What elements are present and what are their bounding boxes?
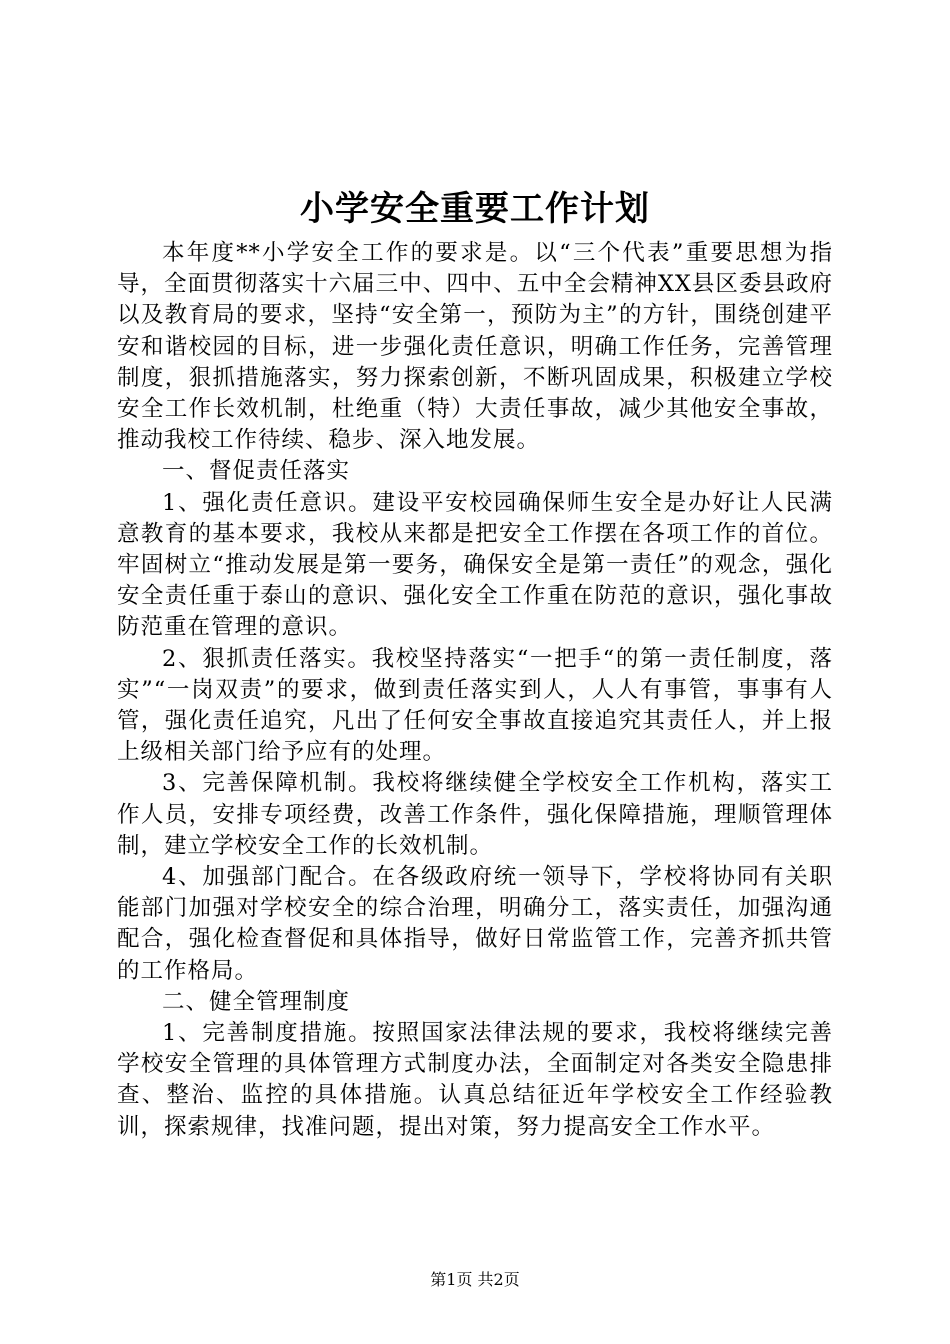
body-paragraph: 4、加强部门配合。在各级政府统一领导下，学校将协同有关职能部门加强对学校安全的综合治理，明确分工，落实责任，加强沟通配合，强化检查督促和具体指导，做好日常监管工作，完善齐抓共管的工作格局。 (117, 864, 833, 984)
page-number: 第1页 共2页 (430, 1270, 520, 1289)
document-title: 小学安全重要工作计划 (300, 189, 650, 229)
body-paragraph: 1、完善制度措施。按照国家法律法规的要求，我校将继续完善学校安全管理的具体管理方式制度办法，全面制定对各类安全隐患排查、整治、监控的具体措施。认真总结征近年学校安全工作经验教训，探索规律，找准问题，提出对策，努力提高安全工作水平。 (117, 1020, 833, 1140)
body-paragraph: 3、完善保障机制。我校将继续健全学校安全工作机构，落实工作人员，安排专项经费，改善工作条件，强化保障措施，理顺管理体制，建立学校安全工作的长效机制。 (117, 770, 833, 859)
intro-paragraph: 本年度**小学安全工作的要求是。以“三个代表”重要思想为指导，全面贯彻落实十六届三中、四中、五中全会精神XX县区委县政府以及教育局的要求，坚持“安全第一，预防为主”的方针，围绕创建平安和谐校园的目标，进一步强化责任意识，明确工作任务，完善管理制度，狠抓措施落实，努力探索创新，不断巩固成果，积极建立学校安全工作长效机制，杜绝重（特）大责任事故，减少其他安全事故，推动我校工作待续、稳步、深入地发展。 (117, 240, 833, 454)
document-body (117, 238, 833, 1143)
body-paragraph: 1、强化责任意识。建设平安校园确保师生安全是办好让人民满意教育的基本要求，我校从来都是把安全工作摆在各项工作的首位。牢固树立“推动发展是第一要务，确保安全是第一责任”的观念，强化安全责任重于泰山的意识、强化安全工作重在防范的意识，强化事故防范重在管理的意识。 (117, 489, 833, 641)
body-paragraph: 2、狠抓责任落实。我校坚持落实“一把手“的第一责任制度，落实”“一岗双责”的要求，做到责任落实到人，人人有事管，事事有人管，强化责任追究，凡出了任何安全事故直接追究其责任人，并上报上级相关部门给予应有的处理。 (117, 645, 833, 766)
section-heading-1: 一、督促责任落实 (162, 458, 351, 485)
section-heading-2: 二、健全管理制度 (162, 988, 351, 1015)
